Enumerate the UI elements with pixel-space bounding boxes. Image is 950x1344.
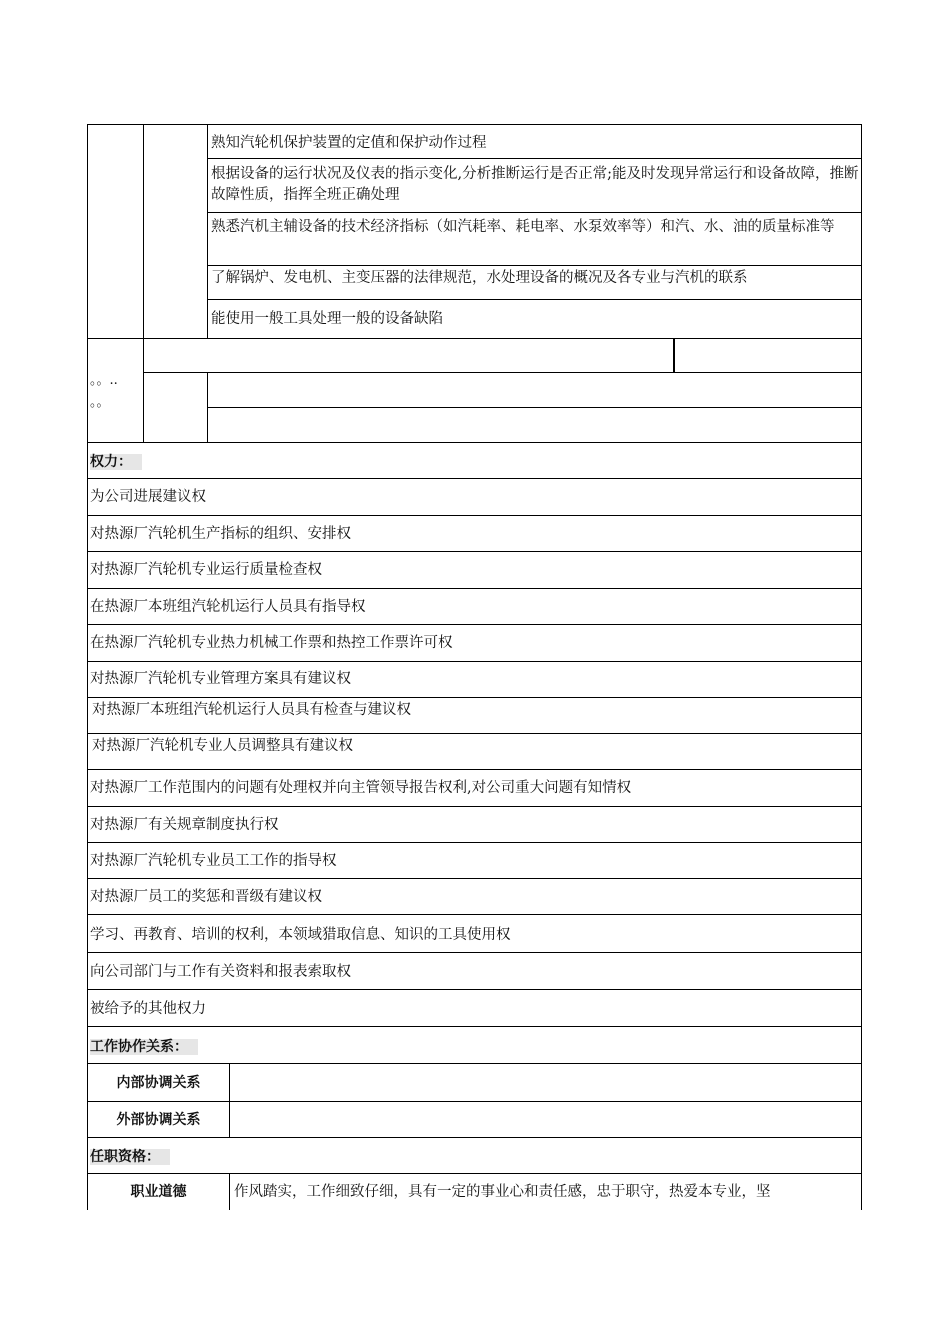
right-border bbox=[861, 124, 862, 442]
power-row bbox=[87, 843, 862, 879]
power-row bbox=[87, 516, 862, 552]
left-border bbox=[87, 124, 88, 442]
col-divider-thick bbox=[673, 338, 675, 372]
qualification-heading: 任职资格： bbox=[90, 1149, 170, 1165]
power-item: 对热源厂员工的奖惩和晋级有建议权 bbox=[90, 889, 322, 905]
row-divider bbox=[143, 372, 862, 373]
power-row bbox=[87, 589, 862, 625]
row-divider bbox=[207, 212, 862, 213]
power-row bbox=[87, 807, 862, 843]
external-relation-label: 外部协调关系 bbox=[116, 1112, 201, 1128]
power-item: 在热源厂汽轮机专业热力机械工作票和热控工作票许可权 bbox=[90, 635, 453, 651]
row-divider bbox=[207, 158, 862, 159]
power-item: 对热源厂汽轮机专业人员调整具有建议权 bbox=[92, 738, 353, 754]
duty-item: 能使用一般工具处理一般的设备缺陷 bbox=[211, 311, 443, 327]
row-divider bbox=[87, 338, 862, 339]
duty-item: 熟悉汽机主辅设备的技术经济指标（如汽耗率、耗电率、水泵效率等）和汽、水、油的质量标准等 bbox=[211, 219, 835, 235]
power-item: 对热源厂有关规章制度执行权 bbox=[90, 817, 279, 833]
power-row bbox=[87, 662, 862, 698]
power-item: 为公司进展建议权 bbox=[90, 489, 206, 505]
power-item: 对热源厂汽轮机专业管理方案具有建议权 bbox=[90, 671, 351, 687]
ethics-label: 职业道德 bbox=[130, 1184, 187, 1200]
power-item: 学习、再教育、培训的权利，本领域猎取信息、知识的工具使用权 bbox=[90, 927, 511, 943]
duty-item: 了解锅炉、发电机、主变压器的法律规范，水处理设备的概况及各专业与汽机的联系 bbox=[211, 270, 748, 286]
collaboration-heading-row bbox=[87, 1027, 862, 1064]
power-item: 对热源厂汽轮机专业运行质量检查权 bbox=[90, 562, 322, 578]
duty-item: 根据设备的运行状况及仪表的指示变化,分析推断运行是否正常;能及时发现异常运行和设备故障，推断故障性质，指挥全班正确处理 bbox=[211, 166, 859, 203]
power-item: 对热源厂汽轮机生产指标的组织、安排权 bbox=[90, 526, 351, 542]
table-top-border bbox=[87, 124, 862, 125]
powers-heading-row bbox=[87, 442, 862, 479]
col-divider bbox=[229, 1174, 230, 1210]
dots-label: 。。.. 。。 bbox=[90, 373, 118, 410]
power-row bbox=[87, 734, 862, 770]
power-item: 在热源厂本班组汽轮机运行人员具有指导权 bbox=[90, 599, 366, 615]
col-divider bbox=[229, 1064, 230, 1102]
power-row bbox=[87, 479, 862, 516]
power-item: 对热源厂汽轮机专业员工工作的指导权 bbox=[90, 853, 337, 869]
power-row bbox=[87, 915, 862, 953]
power-item: 对热源厂本班组汽轮机运行人员具有检查与建议权 bbox=[92, 702, 411, 718]
powers-heading: 权力： bbox=[90, 454, 142, 470]
power-item: 被给予的其他权力 bbox=[90, 1001, 206, 1017]
col-divider bbox=[229, 1102, 230, 1138]
row-divider bbox=[207, 407, 862, 408]
row-divider bbox=[207, 265, 862, 266]
col-divider-1 bbox=[143, 124, 144, 442]
power-item: 向公司部门与工作有关资料和报表索取权 bbox=[90, 964, 351, 980]
power-item: 对热源厂工作范围内的问题有处理权并向主管领导报告权利,对公司重大问题有知情权 bbox=[90, 780, 632, 796]
external-relation-row bbox=[87, 1102, 862, 1138]
power-row bbox=[87, 879, 862, 915]
ethics-value: 作风踏实，工作细致仔细，具有一定的事业心和责任感，忠于职守，热爱本专业，坚 bbox=[234, 1184, 771, 1200]
duty-item: 熟知汽轮机保护装置的定值和保护动作过程 bbox=[211, 135, 487, 151]
ethics-row bbox=[87, 1174, 862, 1210]
qualification-heading-row bbox=[87, 1138, 862, 1174]
internal-relation-label: 内部协调关系 bbox=[116, 1075, 201, 1091]
power-row bbox=[87, 625, 862, 662]
power-row bbox=[87, 990, 862, 1027]
collaboration-heading: 工作协作关系： bbox=[90, 1039, 198, 1055]
power-row bbox=[87, 698, 862, 734]
power-row bbox=[87, 552, 862, 589]
power-row bbox=[87, 770, 862, 807]
internal-relation-row bbox=[87, 1064, 862, 1102]
row-divider bbox=[207, 299, 862, 300]
col-divider-2 bbox=[207, 124, 208, 338]
power-row bbox=[87, 953, 862, 990]
